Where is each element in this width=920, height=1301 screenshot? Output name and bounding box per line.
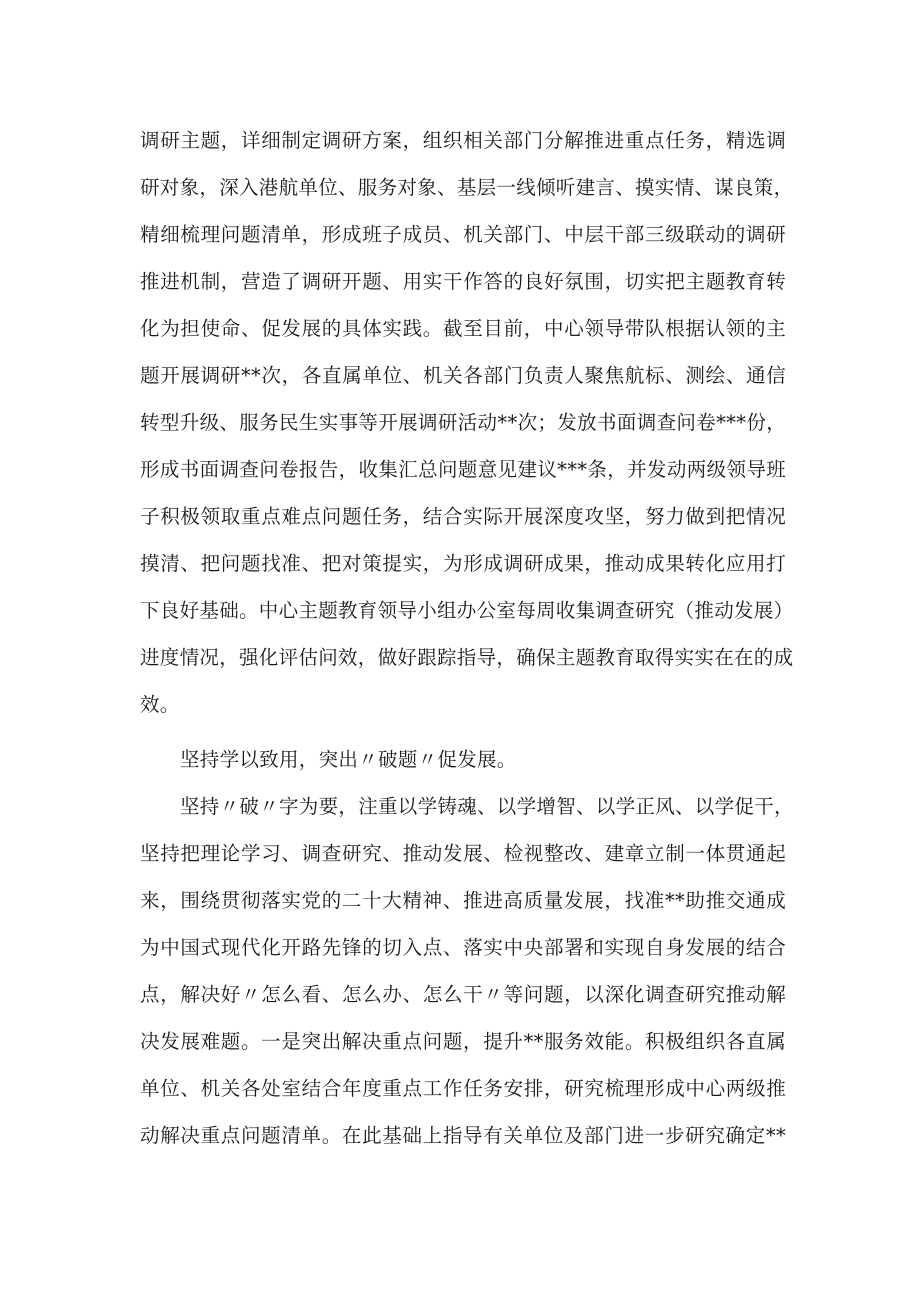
- paragraph-line: 子积极领取重点难点问题任务，结合实际开展深度攻坚，努力做到把情况: [140, 505, 786, 528]
- paragraph-line: 为中国式现代化开路先锋的切入点、落实中央部署和实现自身发展的结合: [140, 936, 786, 959]
- paragraph-line: 转型升级、服务民生实事等开展调研活动**次；发放书面调查问卷***份，: [140, 411, 787, 434]
- paragraph-line: 题开展调研**次，各直属单位、机关各部门负责人聚焦航标、测绘、通信: [140, 364, 786, 387]
- paragraph-line: 坚持把理论学习、调查研究、推动发展、检视整改、建章立制一体贯通起: [140, 842, 786, 865]
- paragraph-line: 进度情况，强化评估问效，做好跟踪指导，确保主题教育取得实实在在的成: [140, 646, 794, 669]
- paragraph-line: 点，解决好〃怎么看、怎么办、怎么干〃等问题，以深化调查研究推动解: [140, 983, 786, 1006]
- paragraph-line: 摸清、把问题找准、把对策提实，为形成调研成果，推动成果转化应用打: [140, 552, 786, 575]
- paragraph-line: 来，围绕贯彻落实党的二十大精神、推进高质量发展，找准**助推交通成: [140, 889, 786, 912]
- paragraph-line: 推进机制，营造了调研开题、用实干作答的良好氛围，切实把主题教育转: [140, 270, 786, 293]
- paragraph-line: 形成书面调查问卷报告，收集汇总问题意见建议***条，并发动两级领导班: [140, 458, 786, 481]
- paragraph-line: 效。: [140, 693, 180, 716]
- section-heading: 坚持学以致用，突出〃破题〃促发展。: [180, 748, 517, 771]
- paragraph-line: 化为担使命、促发展的具体实践。截至目前，中心领导带队根据认领的主: [140, 317, 786, 340]
- paragraph-line: 动解决重点问题清单。在此基础上指导有关单位及部门进一步研究确定**: [140, 1124, 786, 1147]
- paragraph-line: 精细梳理问题清单，形成班子成员、机关部门、中层干部三级联动的调研: [140, 223, 786, 246]
- paragraph-line: 单位、机关各处室结合年度重点工作任务安排，研究梳理形成中心两级推: [140, 1077, 786, 1100]
- paragraph-line: 决发展难题。一是突出解决重点问题，提升**服务效能。积极组织各直属: [140, 1030, 786, 1053]
- paragraph-line: 坚持〃破〃字为要，注重以学铸魂、以学增智、以学正风、以学促干，: [180, 795, 794, 818]
- paragraph-line: 调研主题，详细制定调研方案，组织相关部门分解推进重点任务，精选调: [140, 129, 786, 152]
- paragraph-line: 下良好基础。中心主题教育领导小组办公室每周收集调查研究（推动发展）: [140, 599, 794, 622]
- paragraph-line: 研对象，深入港航单位、服务对象、基层一线倾听建言、摸实情、谋良策，: [140, 176, 794, 199]
